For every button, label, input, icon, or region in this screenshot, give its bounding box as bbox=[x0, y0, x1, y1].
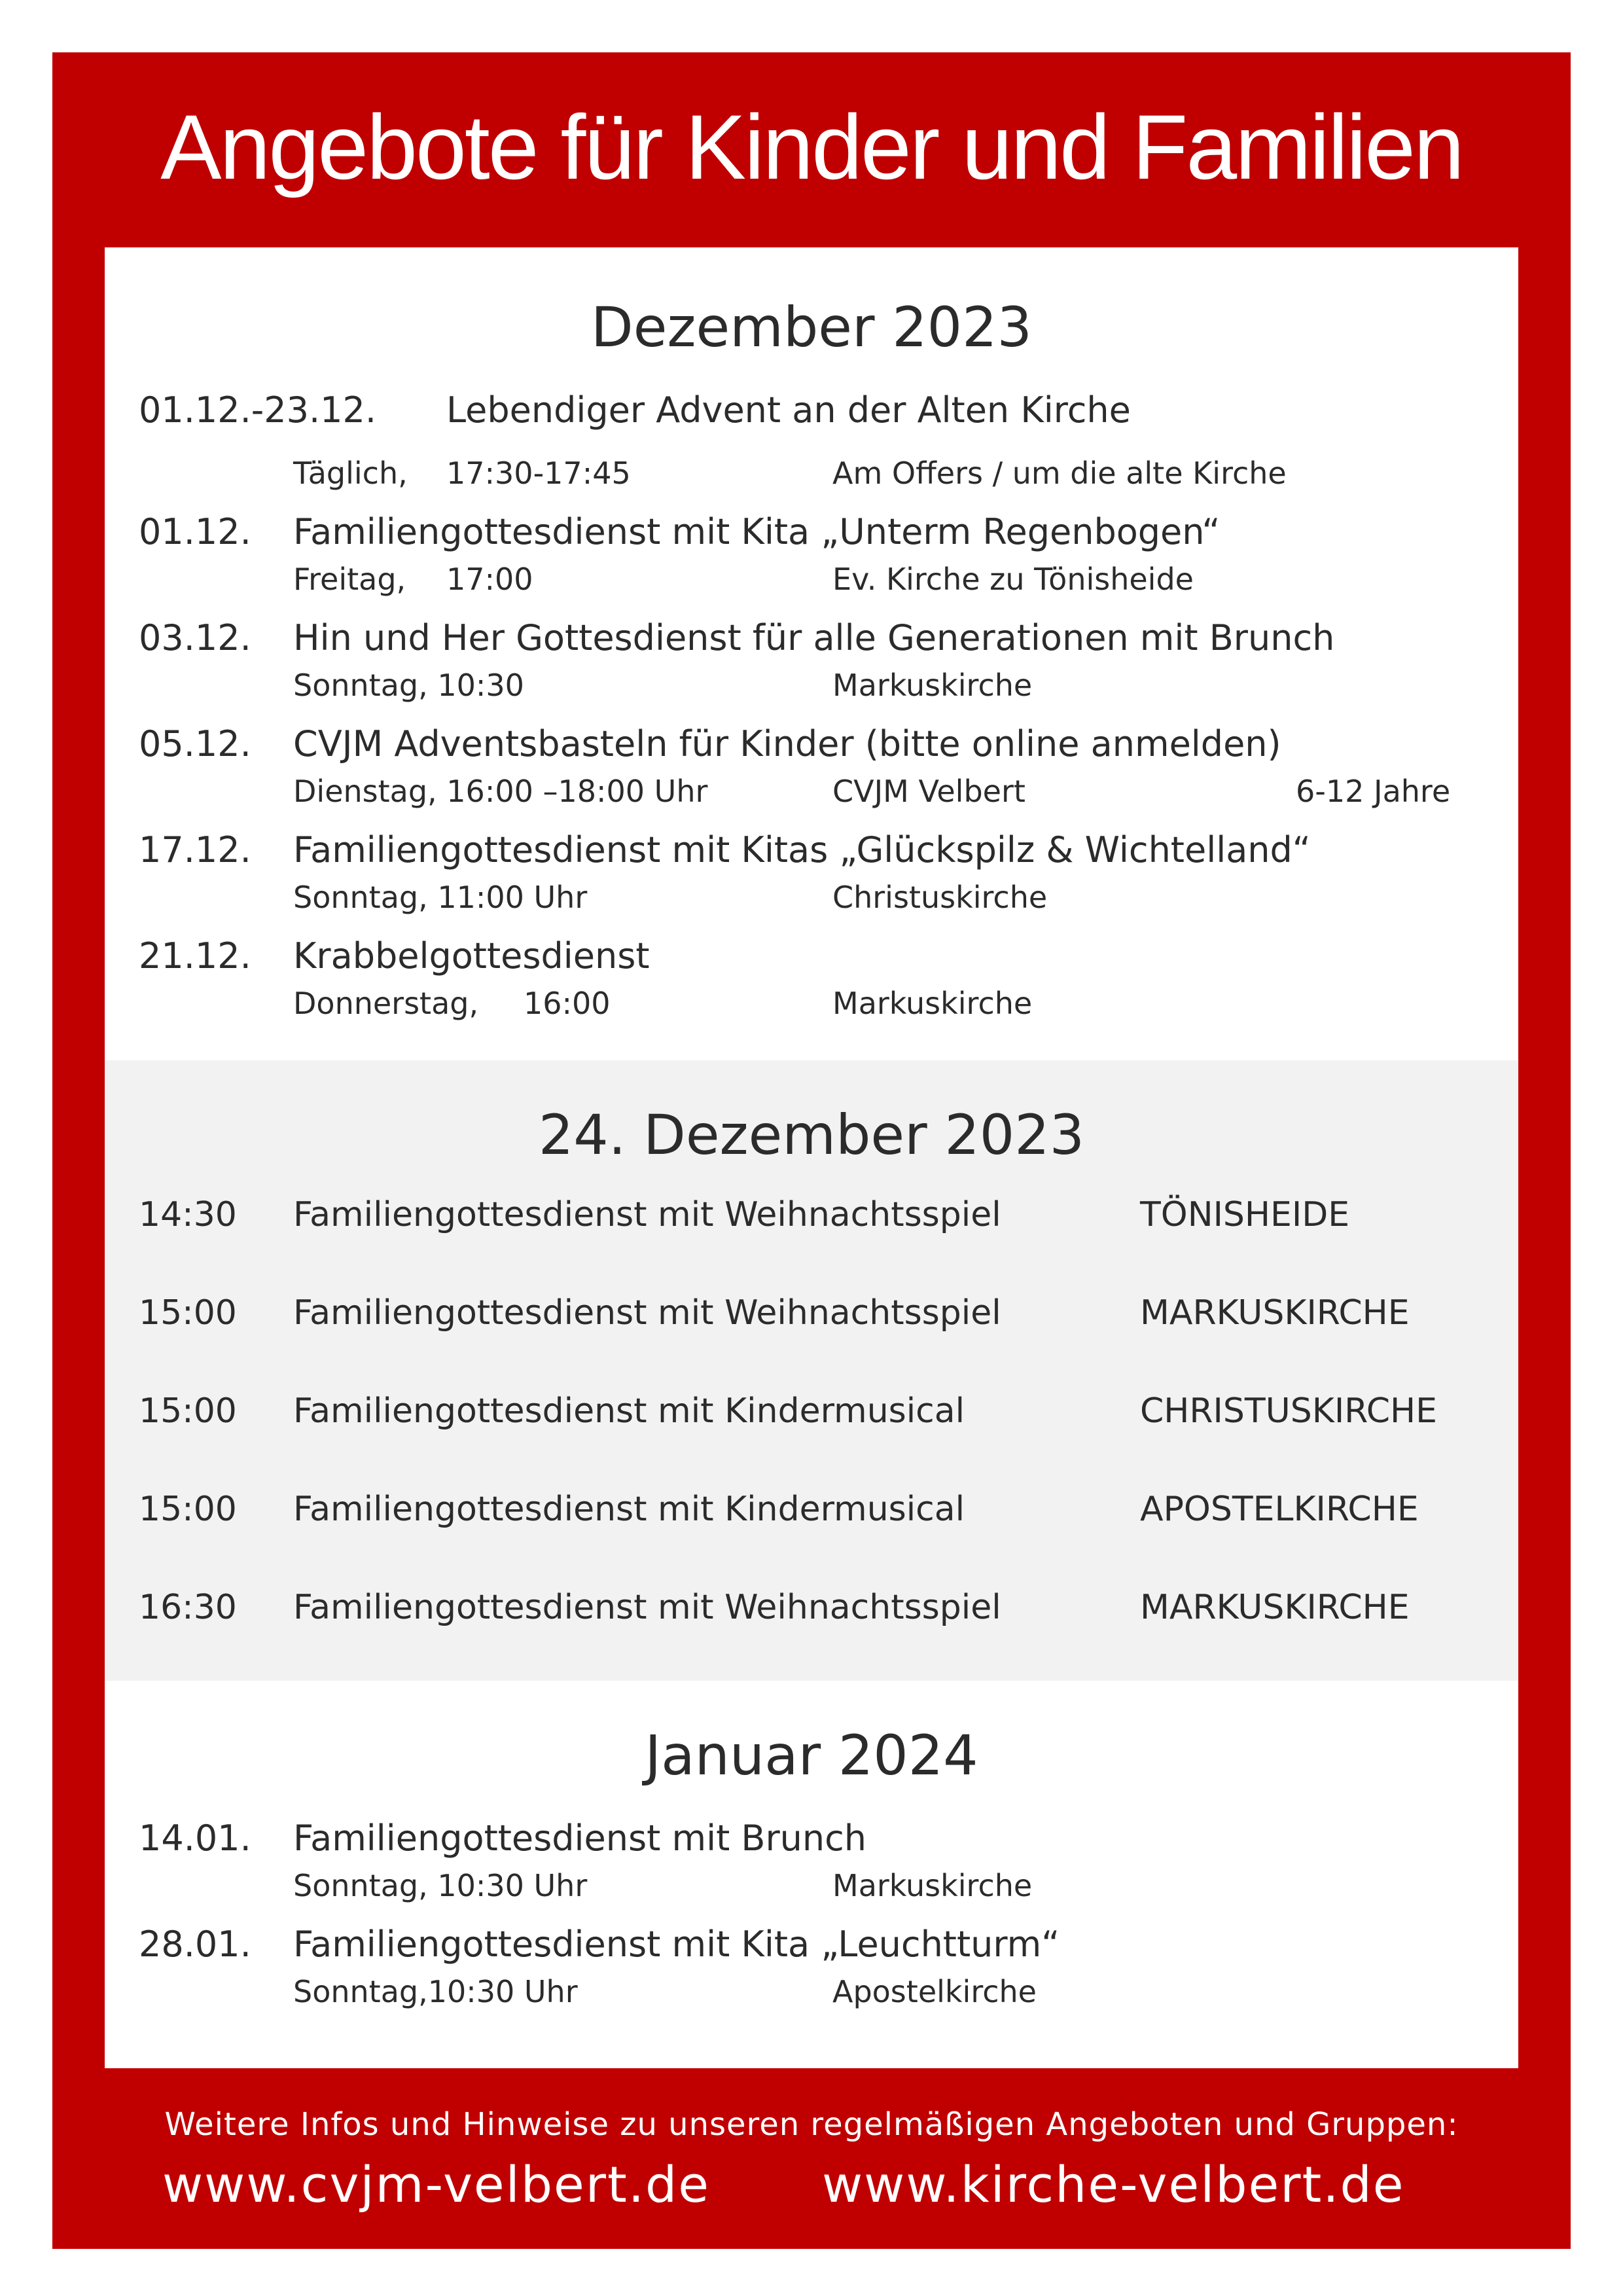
service-title: Familiengottesdienst mit Weihnachtsspiel bbox=[293, 1588, 1001, 1627]
event-title: Familiengottesdienst mit Kitas „Glückspilz & Wichtelland“ bbox=[293, 829, 1311, 870]
service-place: TÖNISHEIDE bbox=[1140, 1195, 1350, 1234]
service-title: Familiengottesdienst mit Weihnachtsspiel bbox=[293, 1293, 1001, 1333]
event-place: Ev. Kirche zu Tönisheide bbox=[832, 562, 1194, 597]
event-day: Freitag, bbox=[293, 562, 406, 597]
service-title: Familiengottesdienst mit Kindermusical bbox=[293, 1490, 965, 1529]
footer-info: Weitere Infos und Hinweise zu unseren regelmäßigen Angeboten und Gruppen: bbox=[164, 2106, 1459, 2143]
event-date: 01.12. bbox=[139, 511, 251, 552]
event-title: Familiengottesdienst mit Brunch bbox=[293, 1818, 867, 1859]
event-title: CVJM Adventsbasteln für Kinder (bitte online anmelden) bbox=[293, 723, 1281, 764]
event-when: Sonntag,10:30 Uhr bbox=[293, 1974, 578, 2009]
service-time: 16:30 bbox=[139, 1588, 237, 1627]
event-title: Krabbelgottesdienst bbox=[293, 935, 650, 977]
cvjm-website-link[interactable]: www.cvjm-velbert.de bbox=[162, 2155, 711, 2214]
event-time: 17:30-17:45 bbox=[446, 456, 631, 491]
service-title: Familiengottesdienst mit Weihnachtsspiel bbox=[293, 1195, 1001, 1234]
event-date: 17.12. bbox=[139, 829, 251, 870]
event-date: 01.12.-23.12. bbox=[139, 389, 376, 431]
event-when: Sonntag, 10:30 Uhr bbox=[293, 1868, 588, 1903]
event-place: Apostelkirche bbox=[832, 1974, 1037, 2009]
service-time: 15:00 bbox=[139, 1391, 237, 1431]
event-place: Markuskirche bbox=[832, 668, 1033, 703]
kirche-website-link[interactable]: www.kirche-velbert.de bbox=[822, 2155, 1405, 2214]
event-date: 03.12. bbox=[139, 617, 251, 658]
event-place: CVJM Velbert bbox=[832, 774, 1026, 809]
event-when: Dienstag, 16:00 –18:00 Uhr bbox=[293, 774, 708, 809]
event-title: Hin und Her Gottesdienst für alle Generationen mit Brunch bbox=[293, 617, 1335, 658]
event-date: 21.12. bbox=[139, 935, 251, 977]
event-place: Markuskirche bbox=[832, 986, 1033, 1021]
event-place: Christuskirche bbox=[832, 880, 1048, 915]
event-time: 16:00 bbox=[524, 986, 611, 1021]
event-when: Sonntag, 11:00 Uhr bbox=[293, 880, 588, 915]
event-title: Familiengottesdienst mit Kita „Unterm Regenbogen“ bbox=[293, 511, 1221, 552]
service-place: CHRISTUSKIRCHE bbox=[1140, 1391, 1437, 1431]
event-when: Sonntag, 10:30 bbox=[293, 668, 524, 703]
service-time: 14:30 bbox=[139, 1195, 237, 1234]
january-panel bbox=[105, 1681, 1518, 2068]
event-place: Markuskirche bbox=[832, 1868, 1033, 1903]
december-panel bbox=[105, 247, 1518, 1060]
event-day: Donnerstag, bbox=[293, 986, 479, 1021]
service-title: Familiengottesdienst mit Kindermusical bbox=[293, 1391, 965, 1431]
service-place: MARKUSKIRCHE bbox=[1140, 1293, 1410, 1333]
event-title: Lebendiger Advent an der Alten Kirche bbox=[446, 389, 1131, 431]
christmas-eve-heading: 24. Dezember 2023 bbox=[538, 1103, 1085, 1167]
december-heading: Dezember 2023 bbox=[591, 295, 1032, 359]
page-title: Angebote für Kinder und Familien bbox=[160, 96, 1463, 198]
service-time: 15:00 bbox=[139, 1490, 237, 1529]
event-place: Am Offers / um die alte Kirche bbox=[832, 456, 1287, 491]
service-place: MARKUSKIRCHE bbox=[1140, 1588, 1410, 1627]
january-heading: Januar 2024 bbox=[645, 1723, 978, 1787]
event-time: 17:00 bbox=[446, 562, 533, 597]
event-title: Familiengottesdienst mit Kita „Leuchtturm“ bbox=[293, 1924, 1060, 1965]
christmas-eve-panel bbox=[105, 1060, 1518, 1681]
service-time: 15:00 bbox=[139, 1293, 237, 1333]
event-date: 28.01. bbox=[139, 1924, 251, 1965]
service-place: APOSTELKIRCHE bbox=[1140, 1490, 1419, 1529]
event-age: 6-12 Jahre bbox=[1296, 774, 1451, 809]
event-day: Täglich, bbox=[293, 456, 408, 491]
event-date: 05.12. bbox=[139, 723, 251, 764]
event-date: 14.01. bbox=[139, 1818, 251, 1859]
